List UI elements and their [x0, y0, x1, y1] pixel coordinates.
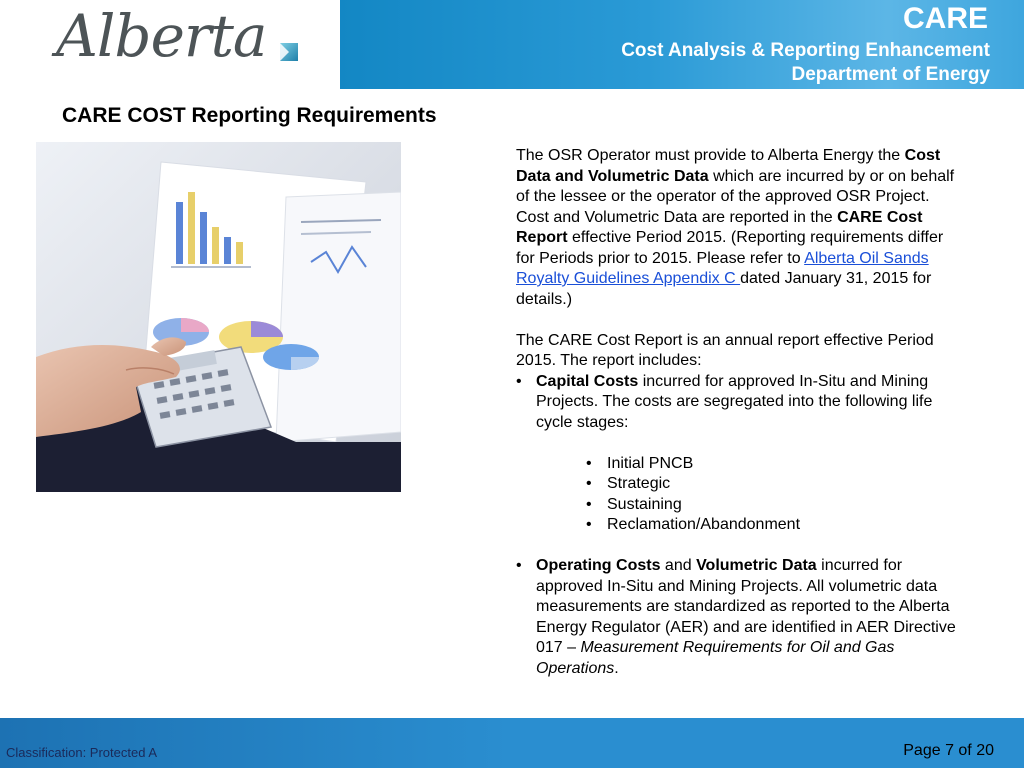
body-text: [516, 146, 961, 679]
list-item-stage: • Strategic: [586, 474, 961, 495]
banner-department: Department of Energy: [791, 64, 990, 85]
page-number: Page 7 of 20: [903, 742, 994, 759]
operating-costs-bold: Operating Costs: [536, 557, 661, 574]
intro-bold-care-report: CARE Cost Report: [516, 208, 923, 246]
report-intro: The CARE Cost Report is an annual report effective Period 2015. The report includes:: [516, 331, 934, 369]
spacer: [536, 536, 961, 557]
list-item-stage: • Sustaining: [586, 495, 961, 516]
footer: [0, 718, 1024, 768]
spacer: [516, 310, 961, 331]
calculator-photo: [36, 142, 401, 492]
header: [0, 0, 1024, 89]
capital-costs-bold: Capital Costs: [536, 372, 639, 390]
classification-label: Classification: Protected A: [6, 745, 158, 760]
guidelines-link[interactable]: Alberta Oil Sands Royalty Guidelines Appendix C: [516, 249, 929, 287]
logo-mark-icon: [280, 43, 298, 61]
intro-text-2: which are incurred by or on behalf of the lessee or the operator of the approved OSR Project. Cost and Volumetric Data are reported in the: [516, 167, 955, 226]
operating-costs-text: incurred for approved In-Situ and Mining Projects. All volumetric data measurements are standardized as reported to the Alberta Energy Regulator (AER) and are identified in AER Directive 017 –: [536, 557, 956, 656]
directive-title-italic: Measurement Requirements for Oil and Gas Operations: [536, 639, 895, 677]
list-item-stage: • Initial PNCB: [586, 454, 961, 475]
intro-text-3: effective Period 2015. (Reporting requirements differ for Periods prior to 2015. Please refer to: [516, 229, 944, 267]
intro-bold-cost-data: Cost Data and Volumetric Data: [516, 147, 941, 185]
intro-text-4: dated January 31, 2015 for details.): [516, 270, 932, 308]
capital-costs-text: incurred for approved In-Situ and Mining Projects. The costs are segregated into the following life cycle stages:: [536, 372, 933, 431]
volumetric-data-bold: Volumetric Data: [696, 557, 817, 574]
intro-text-1: The OSR Operator must provide to Alberta Energy the: [516, 147, 905, 164]
operating-and-text: and: [660, 557, 697, 574]
logo-area: [0, 0, 340, 89]
list-item-operating-costs: [516, 556, 961, 679]
alberta-logo: Alberta: [56, 2, 267, 70]
list-item-stage: • Reclamation/Abandonment: [586, 515, 961, 536]
intro-paragraph: [516, 146, 961, 310]
spacer: [536, 433, 961, 454]
operating-end: .: [614, 659, 619, 677]
banner-title: CARE: [902, 2, 988, 35]
life-cycle-stages-list: [536, 454, 961, 536]
banner-subtitle: Cost Analysis & Reporting Enhancement: [621, 40, 990, 61]
page-title: CARE COST Reporting Requirements: [62, 104, 437, 127]
list-item-capital-costs: [516, 372, 961, 557]
title-banner: [340, 0, 1024, 89]
report-includes-list: [516, 372, 961, 680]
